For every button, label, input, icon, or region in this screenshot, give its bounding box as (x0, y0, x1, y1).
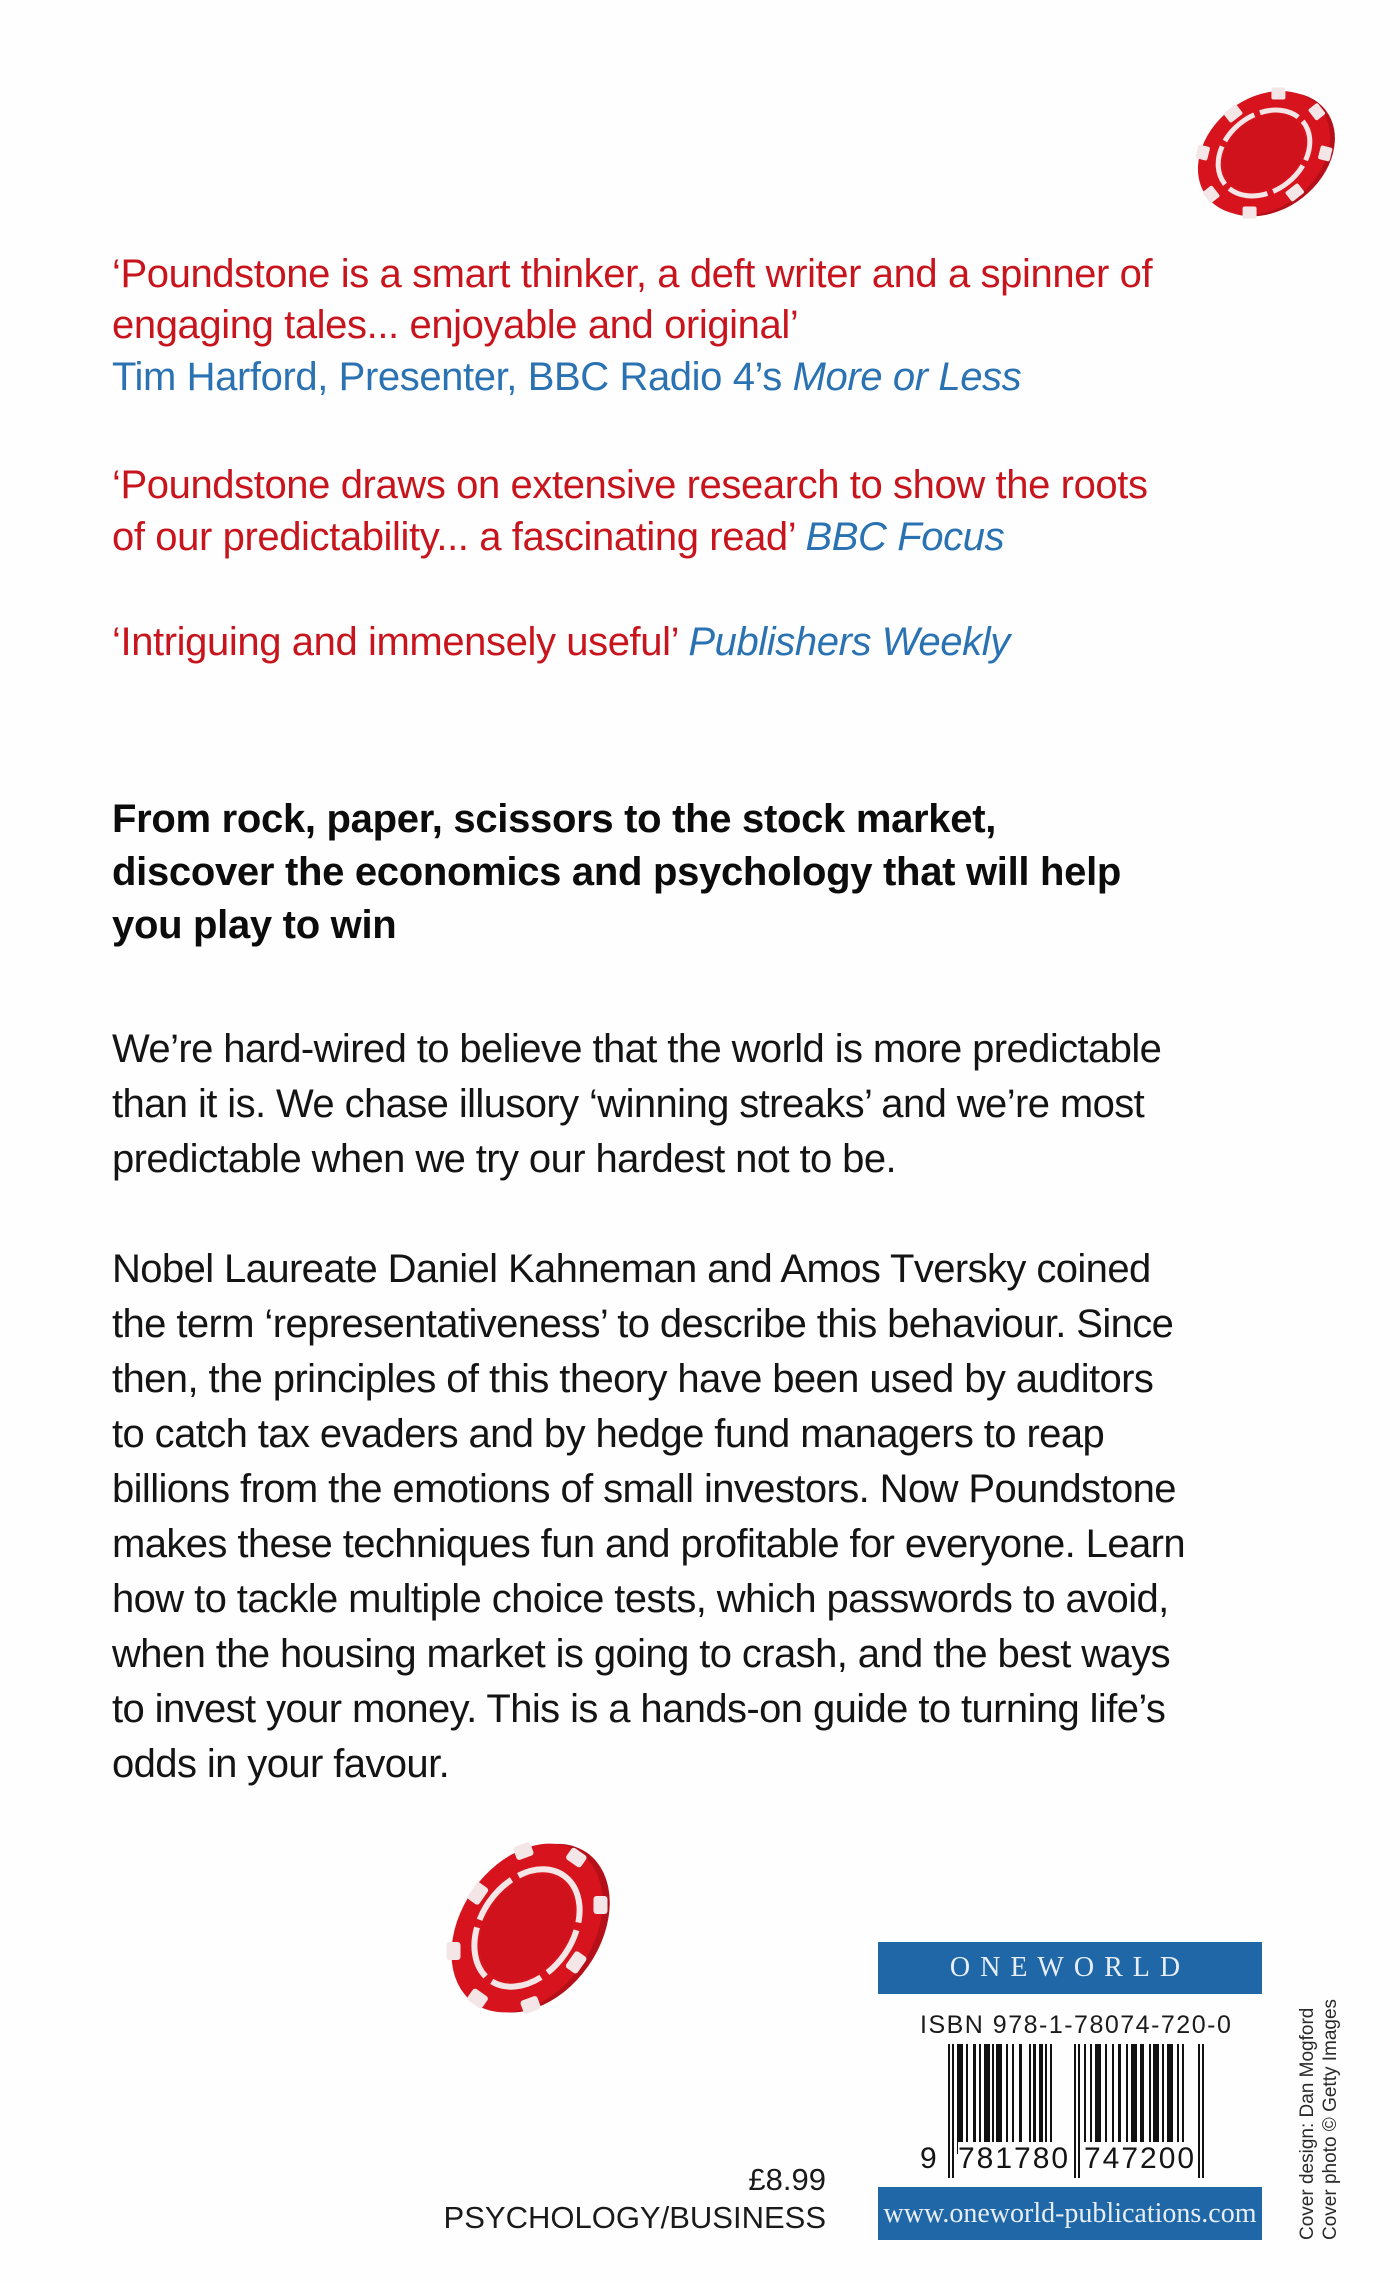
review-quote-line (112, 620, 1010, 665)
publisher-logo-band: ONEWORLD (878, 1942, 1262, 1994)
body-line: to invest your money. This is a hands-on guide to turning life’s (112, 1687, 1166, 1731)
review-attribution (112, 355, 1021, 400)
cover-design-credit: Cover design: Dan Mogford (1297, 2007, 1318, 2240)
poker-chip-icon (432, 1830, 622, 2025)
attribution-source: BBC Focus (805, 515, 1005, 559)
quote-text: ‘Intriguing and immensely useful’ (112, 620, 689, 664)
body-line: predictable when we try our hardest not to be. (112, 1137, 896, 1181)
body-line: how to tackle multiple choice tests, which passwords to avoid, (112, 1577, 1169, 1621)
body-line: when the housing market is going to crash, and the best ways (112, 1632, 1170, 1676)
review-quote-line: ‘Poundstone is a smart thinker, a deft writer and a spinner of (112, 252, 1153, 296)
barcode-digits-left: 781780 (958, 2142, 1071, 2175)
headline-line: discover the economics and psychology that will help (112, 850, 1122, 894)
quote-text: of our predictability... a fascinating read’ (112, 515, 806, 559)
body-line: the term ‘representativeness’ to describe this behaviour. Since (112, 1302, 1174, 1346)
barcode-digit-first: 9 (920, 2142, 939, 2175)
publisher-url[interactable]: www.oneworld-publications.com (883, 2198, 1257, 2229)
body-line: Nobel Laureate Daniel Kahneman and Amos Tversky coined (112, 1247, 1151, 1291)
body-line: than it is. We chase illusory ‘winning streaks’ and we’re most (112, 1082, 1145, 1126)
body-line: billions from the emotions of small investors. Now Poundstone (112, 1467, 1176, 1511)
review-quote-line: ‘Poundstone draws on extensive research to show the roots (112, 463, 1148, 507)
cover-photo-credit: Cover photo © Getty Images (1320, 1998, 1341, 2240)
body-line: to catch tax evaders and by hedge fund managers to reap (112, 1412, 1105, 1456)
body-line: makes these techniques fun and profitable for everyone. Learn (112, 1522, 1185, 1566)
review-quote-line (112, 515, 1004, 560)
poker-chip-icon (1186, 80, 1341, 225)
barcode-digits-right: 747200 (1084, 2142, 1197, 2175)
price-label: £8.99 (748, 2162, 826, 2197)
headline-line: you play to win (112, 903, 397, 947)
review-quote-line: engaging tales... enjoyable and original’ (112, 303, 799, 347)
attribution-source: Publishers Weekly (688, 620, 1010, 664)
category-label: PSYCHOLOGY/BUSINESS (443, 2200, 826, 2235)
cover-credits (1296, 1999, 1342, 2240)
body-line: odds in your favour. (112, 1742, 450, 1786)
headline-line: From rock, paper, scissors to the stock market, (112, 797, 997, 841)
attribution-text: Tim Harford, Presenter, BBC Radio 4’s (112, 355, 793, 399)
isbn-label: ISBN 978-1-78074-720-0 (920, 2011, 1233, 2039)
body-line: then, the principles of this theory have been used by auditors (112, 1357, 1154, 1401)
publisher-url-band[interactable] (878, 2187, 1262, 2240)
attribution-source: More or Less (792, 355, 1022, 399)
body-line: We’re hard-wired to believe that the world is more predictable (112, 1027, 1162, 1071)
